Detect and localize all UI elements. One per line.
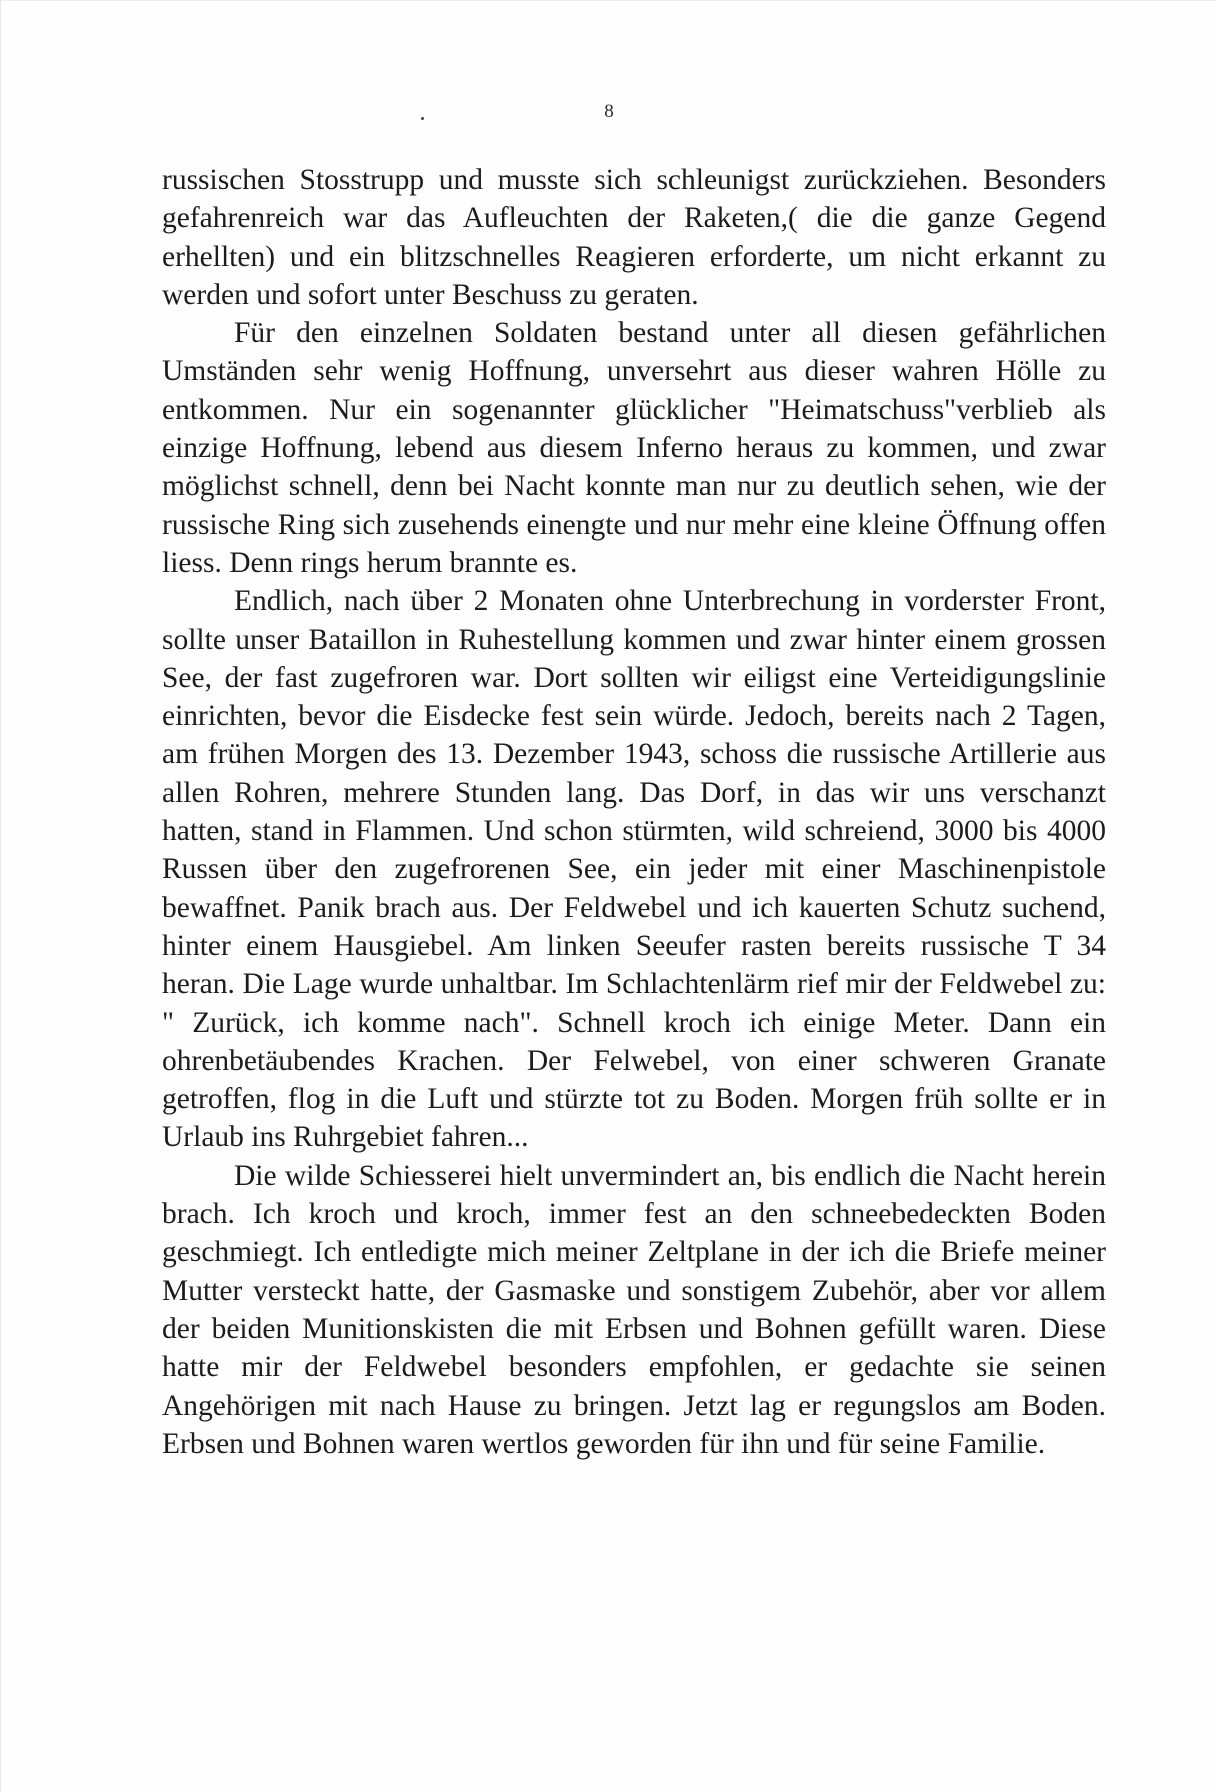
paragraph-4: Die wilde Schiesserei hielt unvermindert an, bis endlich die Nacht herein brach. Ich kroch und kroch, immer fest an den schneebedeckten Boden geschmiegt. Ich entledigte mich meiner Zeltplane in der ich die Briefe meiner Mutter versteckt hatte, der Gasmaske und sonstigem Zubehör, aber vor allem der beiden Munitionskisten die mit Erbsen und Bohnen gefüllt waren. Diese hatte mir der Feldwebel besonders empfohlen, er gedachte sie seinen Angehörigen mit nach Hause zu bringen. Jetzt lag er regungslos am Boden. Erbsen und Bohnen waren wertlos geworden für ihn und für seine Familie.: [162, 1159, 1106, 1460]
scan-speck: [421, 117, 424, 120]
body-text: [162, 161, 1106, 1463]
page-number: 8: [604, 101, 614, 122]
paragraph-3: Endlich, nach über 2 Monaten ohne Unterbrechung in vorderster Front, sollte unser Bataillon in Ruhestellung kommen und zwar hinter einem grossen See, der fast zugefroren war. Dort sollten wir eiligst eine Verteidigungslinie einrichten, bevor die Eisdecke fest sein würde. Jedoch, bereits nach 2 Tagen, am frühen Morgen des 13. Dezember 1943, schoss die russische Artillerie aus allen Rohren, mehrere Stunden lang. Das Dorf, in das wir uns verschanzt hatten, stand in Flammen. Und schon stürmten, wild schreiend, 3000 bis 4000 Russen über den zugefrorenen See, ein jeder mit einer Maschinenpistole bewaffnet. Panik brach aus. Der Feldwebel und ich kauerten Schutz suchend, hinter einem Hausgiebel. Am linken Seeufer rasten bereits russische T 34 heran. Die Lage wurde unhaltbar. Im Schlachtenlärm rief mir der Feldwebel zu: " Zurück, ich komme nach". Schnell kroch ich einige Meter. Dann ein ohrenbetäubendes Krachen. Der Felwebel, von einer schweren Granate getroffen, flog in die Luft und stürzte tot zu Boden. Morgen früh sollte er in Urlaub ins Ruhrgebiet fahren...: [162, 585, 1106, 1154]
paragraph-1: russischen Stosstrupp und musste sich schleunigst zurückziehen. Besonders gefahrenreich war das Aufleuchten der Raketen,( die die ganze Gegend erhellten) und ein blitzschnelles Reagieren erforderte, um nicht erkannt zu werden und sofort unter Beschuss zu geraten.: [162, 164, 1106, 311]
paragraph-2: Für den einzelnen Soldaten bestand unter all diesen gefährlichen Umständen sehr wenig Hoffnung, unversehrt aus dieser wahren Hölle zu entkommen. Nur ein sogenannter glücklicher "Heimatschuss"verblieb als einzige Hoffnung, lebend aus diesem Inferno heraus zu kommen, und zwar möglichst schnell, denn bei Nacht konnte man nur zu deutlich sehen, wie der russische Ring sich zusehends einengte und nur mehr eine kleine Öffnung offen liess. Denn rings herum brannte es.: [162, 317, 1106, 579]
